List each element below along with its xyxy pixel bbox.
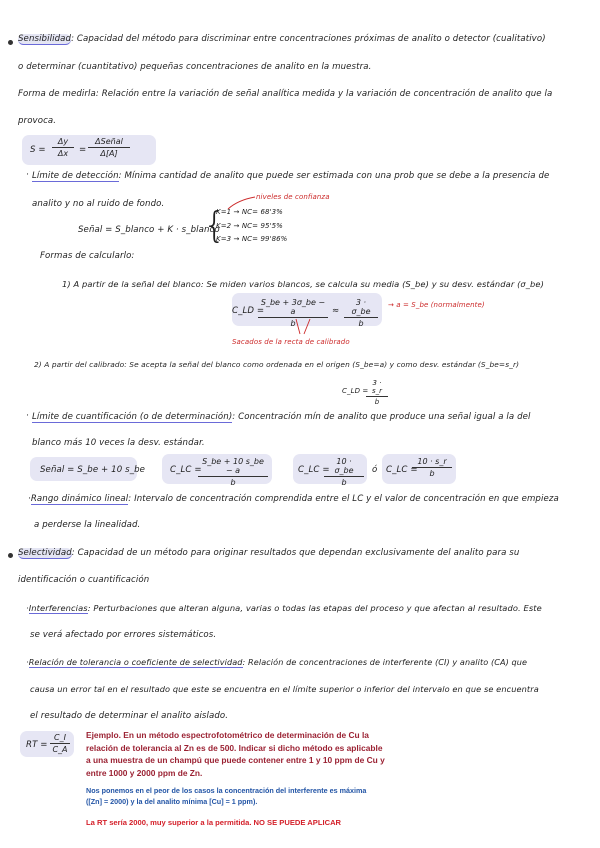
confidence-arrow <box>228 197 255 209</box>
lod-k1: K=1 → NC= 68'3% <box>216 208 283 216</box>
sensibilidad-line-2: o determinar (cuantitativo) pequeñas concentraciones de analito en la muestra. <box>18 62 372 72</box>
lod-title: Límite de detección <box>32 171 119 181</box>
loq-signal-formula: Señal = S_be + 10 s_be <box>40 465 146 475</box>
loq-f3-fraction: $\frac{10 \cdot s\_r}{b}$ <box>412 457 452 478</box>
sel-line-2: identificación o cuantificación <box>18 575 150 585</box>
recta-arrow-1 <box>296 319 300 334</box>
lod-line-2: analito y no al ruido de fondo. <box>32 199 165 209</box>
lod-k3: K=3 → NC= 99'86% <box>216 235 288 243</box>
interf-line-2: se verá afectado por errores sistemáticos. <box>30 630 217 640</box>
sensibilidad-text: : Capacidad del método para discriminar entre concentraciones próximas de analito o detector (cualitativo) <box>71 34 546 44</box>
fraction-signal-conc: ΔSeñal Δ[A] <box>88 137 130 158</box>
rt-lhs: RT = <box>26 740 48 750</box>
formula-equals: = <box>79 145 87 155</box>
lod-text: : Mínima cantidad de analito que puede ser estimada con una prob que se debe a la presencia de <box>118 171 550 181</box>
lod-m1-approx: ≈ <box>332 306 340 316</box>
loq-f2-lhs: C_LC = <box>298 465 330 475</box>
example-question: Ejemplo. En un método espectrofotométrico de determinación de Cu la relación de tolerancia al Zn es de 500. Indicar si dicho método es aplicable a una muestra de un champú que puede contener entre 1 y 10 ppm de Cu y entre 1000 y 2000 ppm de Zn. <box>86 730 385 778</box>
lod-m1-note-below: Sacados de la recta de calibrado <box>232 338 350 346</box>
range-title: Rango dinámico lineal <box>30 494 129 504</box>
loq-f2-fraction: $\frac{10 \cdot \sigma\_be}{b}$ <box>324 457 364 487</box>
sensibilidad-title: Sensibilidad <box>18 34 72 44</box>
lod-m1-fraction: $\frac{S\_be + 3\sigma\_be - a}{b}$ <box>258 298 328 328</box>
lod-m2-lhs: C_LD = <box>342 387 369 395</box>
recta-arrow-2 <box>304 319 310 334</box>
loq-or: ó <box>372 465 378 475</box>
loq-bullet: · <box>26 411 29 421</box>
example-answer: La RT sería 2000, muy superior a la permitida. NO SE PUEDE APLICAR <box>86 818 342 827</box>
loq-f3-lhs: C_LC = <box>386 465 418 475</box>
lod-m1-note-right: → a = S_be (normalmente) <box>388 301 485 309</box>
tol-line-3: el resultado de determinar el analito aislado. <box>30 711 229 721</box>
loq-f1-lhs: C_LC = <box>170 465 202 475</box>
lod-method-2: 2) A partir del calibrado: Se acepta la señal del blanco como ordenada en el origen (S_be=a) y como desv. estándar (S_be=s_r) <box>34 360 520 369</box>
range-text: : Intervalo de concentración comprendida entre el LC y el valor de concentración en que empieza <box>128 494 559 504</box>
lod-m2-fraction: $\frac{3 \cdot s\_r}{b}$ <box>366 379 388 406</box>
loq-text: : Concentración mín de analito que produce una señal igual a la del <box>232 412 531 422</box>
lod-m1-fraction-2: $\frac{3 \cdot \sigma\_be}{b}$ <box>344 298 378 328</box>
range-line-1: ·Rango dinámico lineal: Intervalo de concentración comprendida entre el LC y el valor de concentración en que empieza <box>28 494 559 504</box>
lod-confidence-note: niveles de confianza <box>256 193 330 201</box>
tol-text: : Relación de concentraciones de interferente (CI) y analito (CA) que <box>242 657 528 667</box>
formula-lhs: S = <box>30 145 46 155</box>
lod-m1-lhs: C_LD = <box>232 306 265 316</box>
sel-title: Selectividad <box>18 548 72 558</box>
tol-title: Relación de tolerancia o coeficiente de selectividad <box>28 657 243 667</box>
fraction-dy-dx: $\frac{\Delta y}{\Delta x}$ <box>52 137 74 158</box>
sel-text: : Capacidad de un método para originar resultados que dependan exclusivamente del analito para su <box>71 548 520 558</box>
lod-formula: Señal = S_blanco + K · s_blanco <box>78 225 220 235</box>
sensibilidad-line-4: provoca. <box>18 116 57 126</box>
interf-text: : Perturbaciones que alteran alguna, varias o todas las etapas del proceso y que afectan al resultado. Este <box>87 603 542 613</box>
sensibilidad-line-3: Forma de medirla: Relación entre la variación de señal analítica medida y la variación de concentración de analito que la <box>18 89 553 99</box>
tol-line-2: causa un error tal en el resultado que este se encuentra en el límite superior o inferior del intervalo en que se encuentra <box>30 684 539 694</box>
interf-title: Interferencias <box>28 603 88 613</box>
lod-method-1: 1) A partir de la señal del blanco: Se miden varios blancos, se calcula su media (S_be) y su desv. estándar (σ_be) <box>62 279 544 289</box>
tol-line-1: ·Relación de tolerancia o coeficiente de selectividad: Relación de concentraciones de interferente (CI) y analito (CA) que <box>26 657 528 667</box>
range-line-2: a perderse la linealidad. <box>34 520 141 530</box>
interf-line-1: ·Interferencias: Perturbaciones que alteran alguna, varias o todas las etapas del proceso y que afectan al resultado. Este <box>26 603 542 613</box>
loq-line-2: blanco más 10 veces la desv. estándar. <box>32 438 205 448</box>
loq-f1-fraction: $\frac{S\_be + 10 s\_be - a}{b}$ <box>198 457 268 487</box>
lod-k2: K=2 → NC= 95'5% <box>216 222 283 230</box>
rt-fraction: $\frac{C\_I}{C\_A}$ <box>50 733 70 754</box>
lod-bullet: · <box>26 170 29 180</box>
lod-brace: { <box>203 205 227 246</box>
example-reasoning: Nos ponemos en el peor de los casos la concentración del interferente es máxima ([Zn] = 2000) y la del analito mínima [Cu] = 1 ppm). <box>86 786 367 806</box>
lod-formas: Formas de calcularlo: <box>40 251 135 261</box>
loq-title: Límite de cuantificación (o de determinación) <box>32 412 233 422</box>
